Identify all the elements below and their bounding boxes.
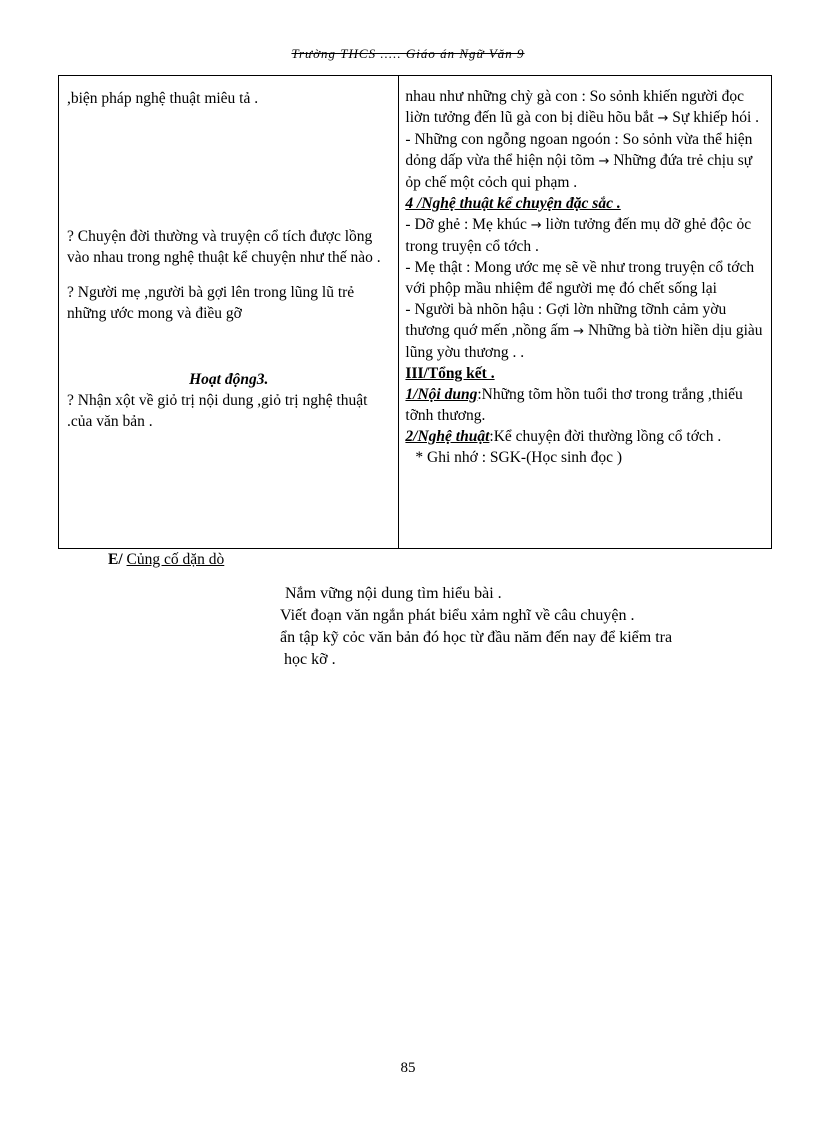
content-column: [399, 76, 772, 549]
right-paragraph-5: - Người bà nhõn hậu : Gợi lờn những tỡnh cảm yờu thương quớ mến ,nồng ấm → Những bà tiờn hiền dịu giàu lũng yờu thương . .: [405, 301, 763, 361]
right-paragraph-4: - Mẹ thật : Mong ước mẹ sẽ về như trong truyện cổ tớch với phộp mầu nhiệm để người mẹ đó chết sống lại: [405, 259, 755, 297]
left-line-1: ,biện pháp nghệ thuật miêu tả .: [67, 90, 259, 107]
question-2: ? Người mẹ ,người bà gợi lên trong lũng lũ trẻ những ước mong và điều gỡ: [67, 284, 355, 322]
arrow-icon: →: [530, 218, 542, 233]
right-paragraph-3: - Dỡ ghẻ : Mẹ khúc → liờn tưởng đến mụ dỡ ghẻ độc ỏc trong truyện cổ tớch .: [405, 216, 752, 255]
summary-art: 2/Nghệ thuật:Kể chuyện đời thường lồng cổ tớch .: [405, 428, 722, 445]
list-item: học kỡ .: [284, 651, 336, 668]
activity-title: Hoạt động3.: [189, 371, 269, 388]
arrow-icon: →: [573, 324, 585, 339]
right-paragraph-1: nhau như những chỳ gà con : So sỏnh khiến người đọc liờn tưởng đến lũ gà con bị diều hõu bắt → Sự khiếp hói .: [405, 88, 760, 126]
subheading-art: 4 /Nghệ thuật kể chuyện đặc sắc .: [405, 195, 621, 212]
list-item: Nắm vững nội dung tìm hiểu bài .: [285, 585, 502, 602]
arrow-icon: →: [598, 154, 610, 169]
question-1: ? Chuyện đời thường và truyện cổ tích được lồng vào nhau trong nghệ thuật kể chuyện như thế nào .: [67, 228, 381, 266]
page-number: 85: [400, 1060, 416, 1076]
summary-heading: III/Tổng kết .: [405, 365, 495, 382]
list-item: ẩn tập kỹ cỏc văn bản đó học từ đầu năm đến nay để kiểm tra: [280, 629, 673, 646]
question-3: ? Nhận xột về giỏ trị nội dung ,giỏ trị nghệ thuật .của văn bản .: [67, 392, 368, 430]
lesson-table: [58, 75, 772, 549]
arrow-icon: →: [657, 111, 669, 126]
homework-list: [280, 583, 760, 671]
right-paragraph-2: - Những con ngỗng ngoan ngoón : So sỏnh vừa thể hiện dỏng dấp vừa thể hiện nội tõm → Những đứa trẻ chịu sự ỏp chế một cỏch qui phạm .: [405, 131, 753, 191]
page-header: Trường THCS ..... Giáo án Ngữ Văn 9: [291, 46, 525, 61]
summary-content: 1/Nội dung:Những tõm hồn tuổi thơ trong trắng ,thiếu tỡnh thương.: [405, 386, 743, 424]
consolidation-heading: E/ Củng cố dặn dò: [108, 551, 225, 568]
memo-note: * Ghi nhớ : SGK-(Học sinh đọc ): [415, 449, 623, 466]
list-item: Viết đoạn văn ngắn phát biểu xảm nghĩ về câu chuyện .: [280, 607, 635, 624]
table-row: [59, 76, 772, 549]
teacher-column: [59, 76, 399, 549]
